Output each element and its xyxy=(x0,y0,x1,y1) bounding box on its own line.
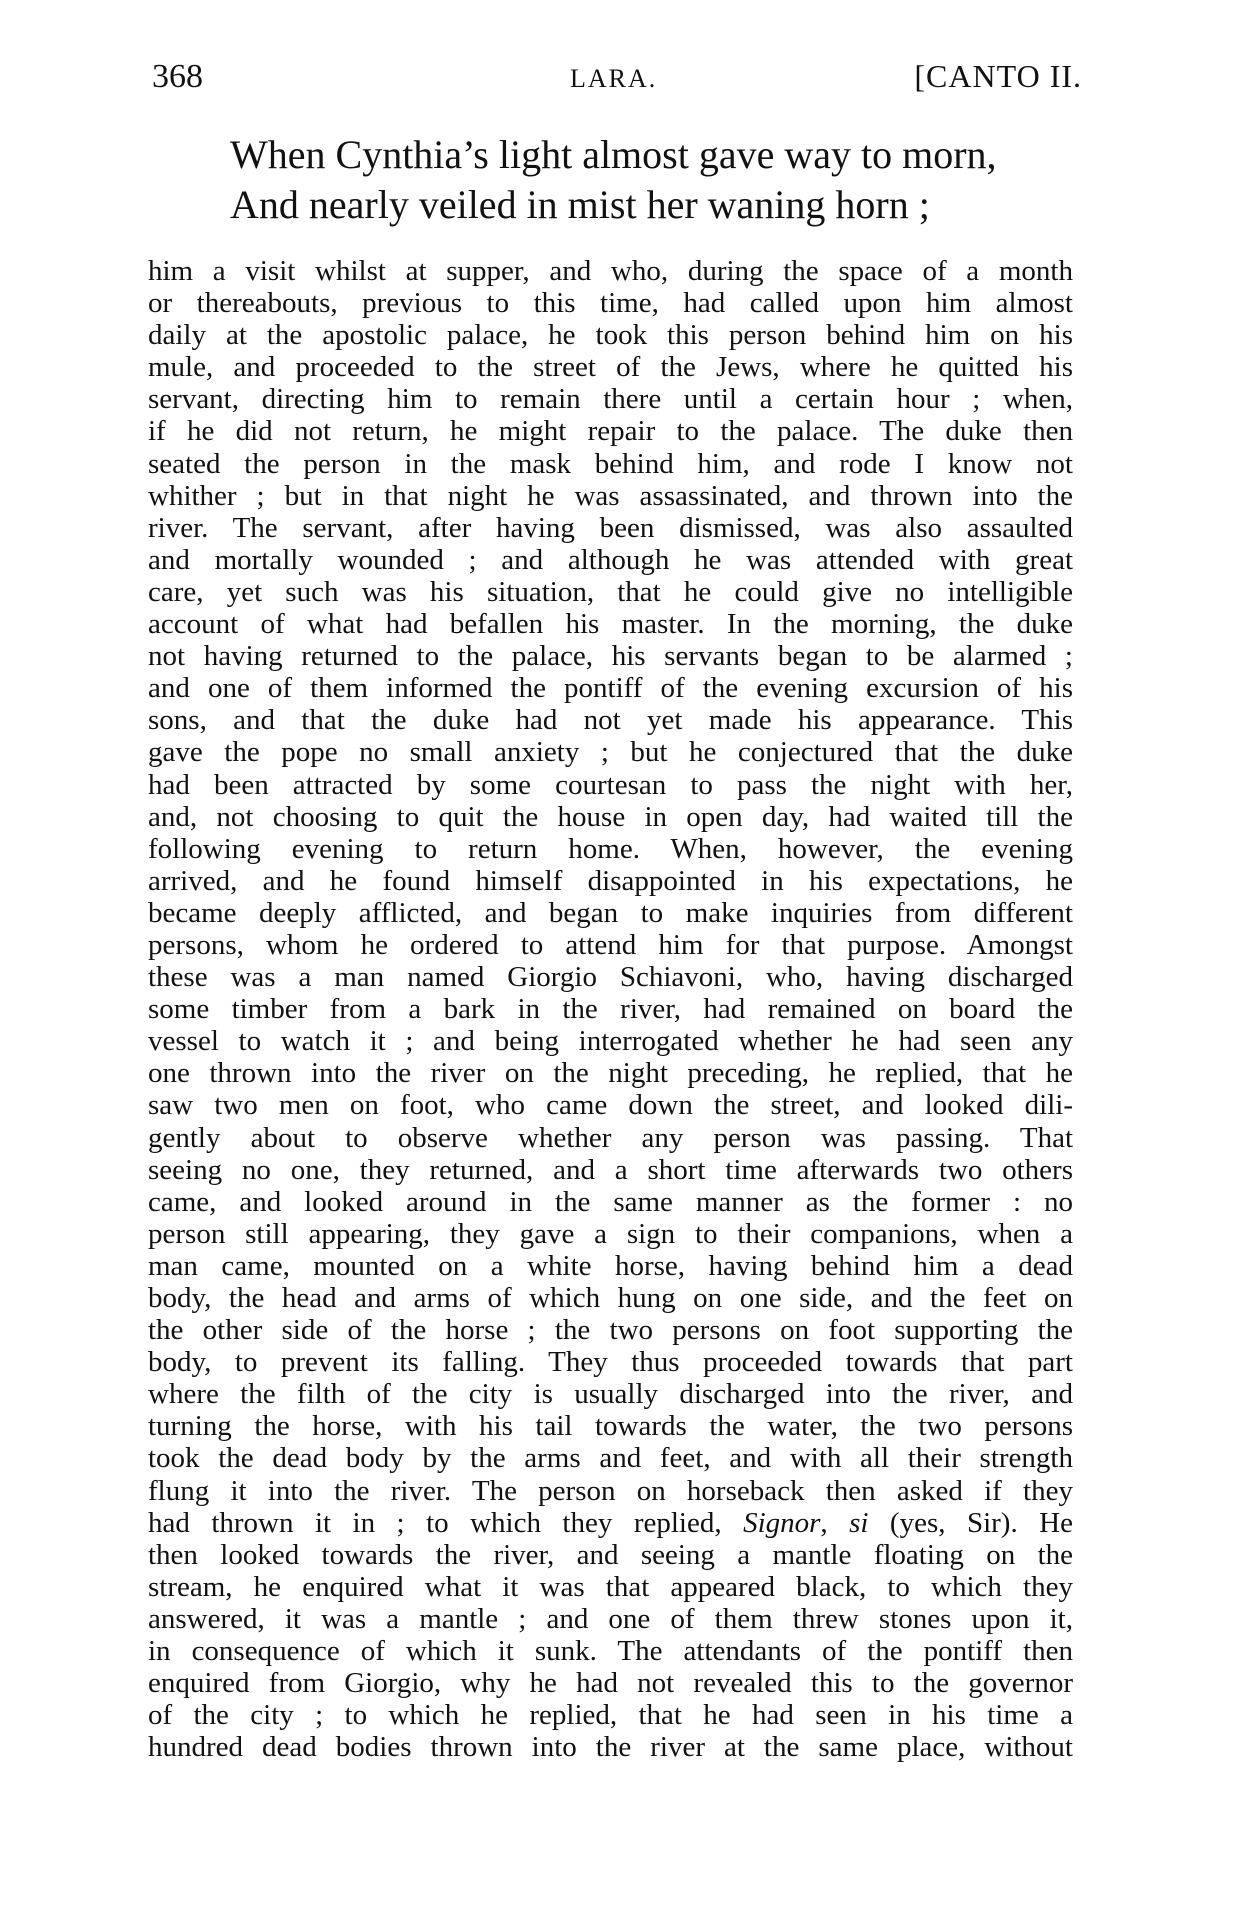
prose-line: of the city ; to which he replied, that he had seen in his time a xyxy=(148,1699,1073,1732)
prose-line: flung it into the river. The person on horseback then asked if they xyxy=(148,1474,1073,1507)
prose-line: or thereabouts, previous to this time, had called upon him almost xyxy=(148,287,1073,320)
prose-line: body, the head and arms of which hung on one side, and the feet on xyxy=(148,1282,1073,1314)
prose-line: seated the person in the mask behind him, and rode I know not xyxy=(148,447,1073,480)
prose-line: mule, and proceeded to the street of the Jews, where he quitted his xyxy=(148,351,1073,384)
italic-phrase: Signor xyxy=(743,1506,821,1539)
prose-line: and mortally wounded ; and although he was attended with great xyxy=(148,543,1073,576)
prose-line: hundred dead bodies thrown into the river at the same place, without xyxy=(148,1731,1073,1764)
prose-line: seeing no one, they returned, and a short time afterwards two others xyxy=(148,1153,1073,1186)
verse-line: And nearly veiled in mist her waning horn ; xyxy=(230,182,930,227)
prose-line: arrived, and he found himself disappointed in his expectations, he xyxy=(148,864,1073,897)
prose-line: and one of them informed the pontiff of the evening excursion of his xyxy=(148,672,1073,705)
prose-line: daily at the apostolic palace, he took this person behind him on his xyxy=(148,319,1073,352)
prose-line: the other side of the horse ; the two persons on foot supporting the xyxy=(148,1314,1073,1347)
prose-line: stream, he enquired what it was that appeared black, to which they xyxy=(148,1570,1073,1603)
prose-line: came, and looked around in the same manner as the former : no xyxy=(148,1185,1073,1218)
verse-line: When Cynthia’s light almost gave way to morn, xyxy=(230,132,997,177)
prose-line: one thrown into the river on the night preceding, he replied, that he xyxy=(148,1057,1073,1090)
prose-line: not having returned to the palace, his servants began to be alarmed ; xyxy=(148,640,1073,673)
prose-line: gave the pope no small anxiety ; but he conjectured that the duke xyxy=(148,736,1073,769)
prose-line: persons, whom he ordered to attend him for that purpose. Amongst xyxy=(148,928,1073,961)
prose-line: where the filth of the city is usually discharged into the river, and xyxy=(148,1378,1073,1411)
running-title: LARA. xyxy=(570,64,658,93)
prose-line: servant, directing him to remain there until a certain hour ; when, xyxy=(148,383,1073,416)
running-header xyxy=(152,58,1082,102)
prose-line: him a visit whilst at supper, and who, during the space of a month xyxy=(148,255,1073,287)
prose-line: became deeply afflicted, and began to make inquiries from different xyxy=(148,896,1073,929)
prose-body xyxy=(148,255,1073,1763)
verse-couplet xyxy=(230,130,997,230)
prose-line: saw two men on foot, who came down the street, and looked dili- xyxy=(148,1089,1073,1122)
prose-line: enquired from Giorgio, why he had not revealed this to the governor xyxy=(148,1667,1073,1700)
page-number: 368 xyxy=(152,58,203,95)
prose-line: following evening to return home. When, however, the evening xyxy=(148,832,1073,865)
prose-line: river. The servant, after having been dismissed, was also assaulted xyxy=(148,511,1073,544)
prose-line: care, yet such was his situation, that he could give no intelligible xyxy=(148,575,1073,608)
prose-line: if he did not return, he might repair to the palace. The duke then xyxy=(148,415,1073,448)
prose-line: these was a man named Giorgio Schiavoni, who, having discharged xyxy=(148,961,1073,994)
prose-line: account of what had befallen his master. In the morning, the duke xyxy=(148,608,1073,641)
prose-line: then looked towards the river, and seeing a mantle floating on the xyxy=(148,1538,1073,1571)
prose-line: gently about to observe whether any person was passing. That xyxy=(148,1121,1073,1154)
italic-phrase: si xyxy=(849,1506,869,1539)
prose-line: man came, mounted on a white horse, having behind him a dead xyxy=(148,1249,1073,1282)
prose-line: vessel to watch it ; and being interrogated whether he had seen any xyxy=(148,1025,1073,1058)
prose-line: answered, it was a mantle ; and one of them threw stones upon it, xyxy=(148,1602,1073,1635)
prose-line: body, to prevent its falling. They thus proceeded towards that part xyxy=(148,1346,1073,1379)
prose-text: , xyxy=(820,1506,850,1539)
prose-text: (yes, Sir). He xyxy=(868,1506,1073,1539)
canto-label: [CANTO II. xyxy=(914,58,1082,94)
prose-line: had been attracted by some courtesan to pass the night with her, xyxy=(148,768,1073,801)
prose-line: turning the horse, with his tail towards the water, the two persons xyxy=(148,1410,1073,1443)
prose-line: and, not choosing to quit the house in open day, had waited till the xyxy=(148,800,1073,833)
prose-line xyxy=(148,1507,1073,1539)
prose-line: sons, and that the duke had not yet made his appearance. This xyxy=(148,704,1073,737)
prose-text: had thrown it in ; to which they replied, xyxy=(148,1506,744,1539)
prose-line: some timber from a bark in the river, had remained on board the xyxy=(148,993,1073,1026)
prose-line: person still appearing, they gave a sign to their companions, when a xyxy=(148,1217,1073,1250)
prose-line: took the dead body by the arms and feet, and with all their strength xyxy=(148,1442,1073,1475)
prose-line: in consequence of which it sunk. The attendants of the pontiff then xyxy=(148,1635,1073,1668)
prose-line: whither ; but in that night he was assassinated, and thrown into the xyxy=(148,479,1073,512)
